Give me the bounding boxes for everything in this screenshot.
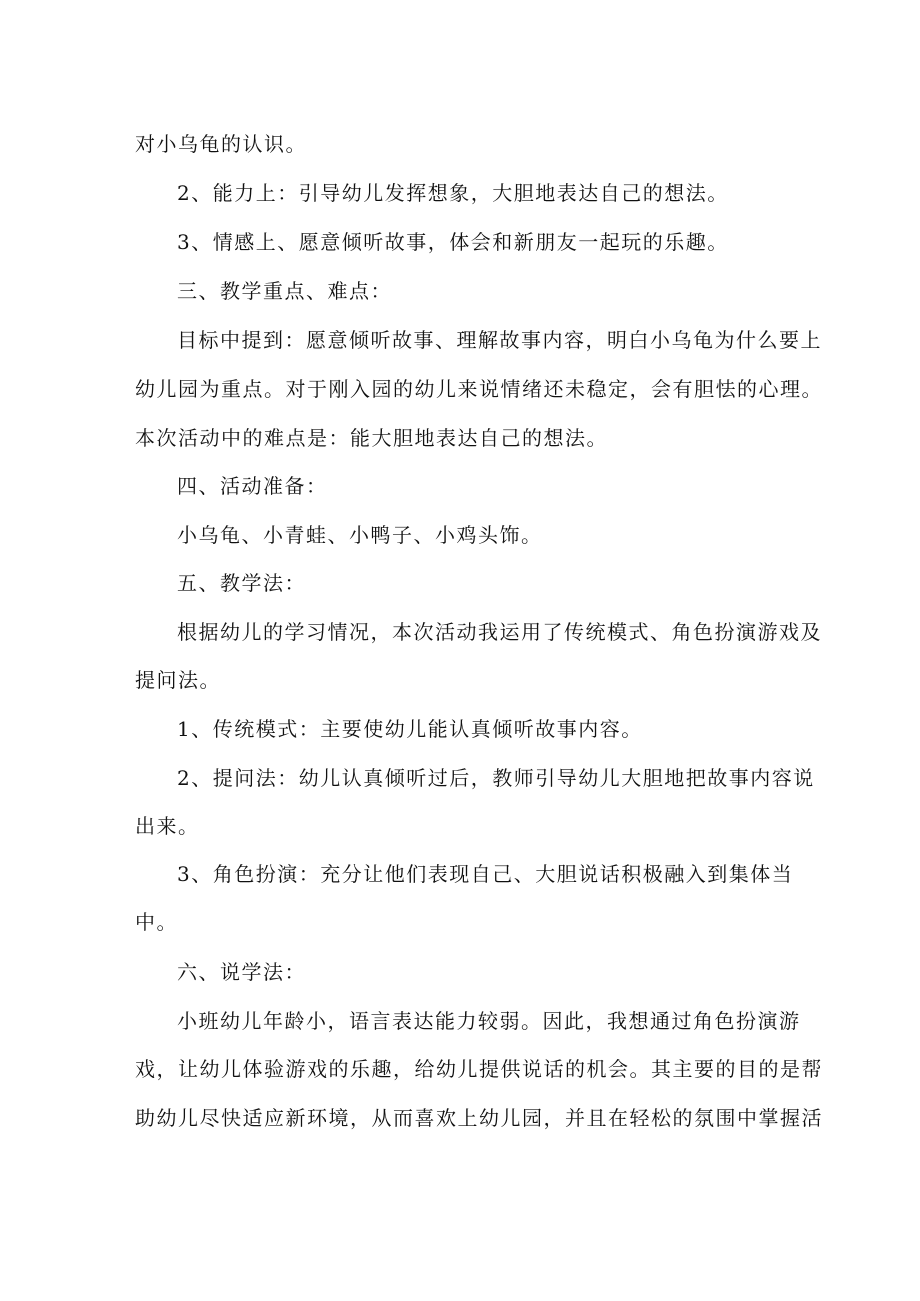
text-line: 1、传统模式：主要使幼儿能认真倾听故事内容。 (177, 717, 643, 741)
text-line: 小乌龟、小青蛙、小鸭子、小鸡头饰。 (177, 523, 543, 547)
text-line: 3、情感上、愿意倾听故事，体会和新朋友一起玩的乐趣。 (177, 230, 729, 254)
text-line: 2、能力上：引导幼儿发挥想象，大胆地表达自己的想法。 (177, 181, 729, 205)
text-line: 戏，让幼儿体验游戏的乐趣，给幼儿提供说话的机会。其主要的目的是帮 (135, 1057, 823, 1081)
text-line: 出来。 (135, 814, 200, 838)
text-line: 小班幼儿年龄小，语言表达能力较弱。因此，我想通过角色扮演游 (177, 1009, 801, 1033)
text-line: 目标中提到：愿意倾听故事、理解故事内容，明白小乌龟为什么要上 (177, 328, 822, 352)
text-line: 3、角色扮演：充分让他们表现自己、大胆说话积极融入到集体当 (177, 862, 794, 886)
section-heading: 三、教学重点、难点： (177, 279, 392, 303)
text-line: 助幼儿尽快适应新环境，从而喜欢上幼儿园，并且在轻松的氛围中掌握活 (135, 1106, 823, 1130)
text-line: 中。 (135, 910, 178, 934)
section-heading: 五、教学法： (177, 571, 306, 595)
section-heading: 四、活动准备： (177, 474, 328, 498)
text-line: 2、提问法：幼儿认真倾听过后，教师引导幼儿大胆地把故事内容说 (177, 766, 815, 790)
text-line: 对小乌龟的认识。 (135, 132, 307, 156)
text-line: 提问法。 (135, 668, 221, 692)
section-heading: 六、说学法： (177, 960, 306, 984)
text-line: 本次活动中的难点是：能大胆地表达自己的想法。 (135, 426, 608, 450)
text-line: 幼儿园为重点。对于刚入园的幼儿来说情绪还未稳定，会有胆怯的心理。 (135, 377, 823, 401)
text-line: 根据幼儿的学习情况，本次活动我运用了传统模式、角色扮演游戏及 (177, 620, 822, 644)
